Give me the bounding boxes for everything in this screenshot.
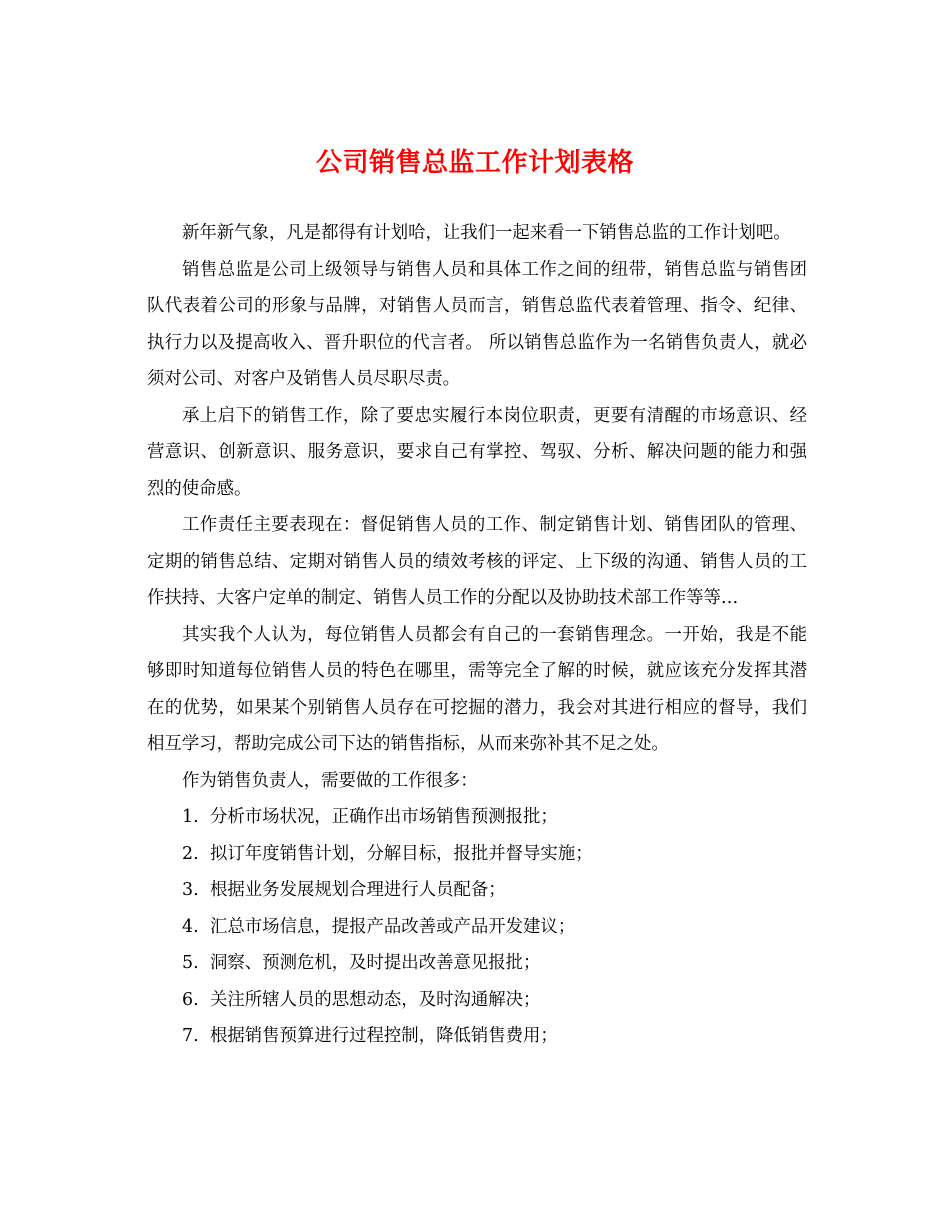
- list-item-text: 根据业务发展规划合理进行人员配备；: [210, 880, 506, 900]
- list-item-text: 分析市场状况，正确作出市场销售预测报批；: [210, 807, 558, 827]
- list-item: [147, 982, 807, 1019]
- list-item: [147, 799, 807, 836]
- list-item: [147, 909, 807, 946]
- list-item-text: 拟订年度销售计划，分解目标，报批并督导实施；: [210, 843, 593, 864]
- task-list: [147, 799, 807, 1055]
- document-title: 公司销售总监工作计划表格: [315, 148, 634, 178]
- paragraph-intro: 新年新气象，凡是都得有计划哈，让我们一起来看一下销售总监的工作计划吧。: [182, 223, 791, 243]
- paragraph-opinion: 其实我个人认为，每位销售人员都会有自己的一套销售理念。一开始，我是不能够即时知道每位销售人员的特色在哪里，需等完全了解的时候，就应该充分发挥其潜在的优势，如果某个别销售人员存在可挖掘的潜力，我会对其进行相应的督导，我们相互学习，帮助完成公司下达的销售指标，从而来弥补其不足之处。: [147, 624, 807, 754]
- list-item-text: 汇总市场信息，提报产品改善或产品开发建议；: [210, 916, 576, 937]
- paragraph-role: 销售总监是公司上级领导与销售人员和具体工作之间的纽带，销售总监与销售团队代表着公司的形象与品牌，对销售人员而言，销售总监代表着管理、指令、纪律、执行力以及提高收入、晋升职位的代言者。 所以销售总监作为一名销售负责人，就必须对公司、对客户及销售人员尽职尽责。: [147, 259, 807, 389]
- paragraph-duty: 承上启下的销售工作，除了要忠实履行本岗位职责，更要有清醒的市场意识、经营意识、创新意识、服务意识，要求自己有掌控、驾驭、分析、解决问题的能力和强烈的使命感。: [147, 405, 807, 499]
- list-item-number: 1.: [182, 807, 199, 827]
- list-item: [147, 836, 807, 873]
- list-item: [147, 945, 807, 982]
- list-item: [147, 872, 807, 909]
- list-item-text: 根据销售预算进行过程控制，降低销售费用；: [210, 1026, 558, 1046]
- list-item-text: 洞察、预测危机，及时提出改善意见报批；: [210, 953, 541, 973]
- list-item-number: 6.: [182, 989, 199, 1010]
- list-item-number: 4.: [182, 916, 199, 937]
- list-item-number: 2.: [182, 843, 199, 864]
- list-item-number: 5.: [182, 953, 199, 973]
- list-item: [147, 1018, 807, 1055]
- document-body: [147, 215, 807, 1055]
- paragraph-responsibilities: 工作责任主要表现在：督促销售人员的工作、制定销售计划、销售团队的管理、定期的销售总结、定期对销售人员的绩效考核的评定、上下级的沟通、销售人员的工作扶持、大客户定单的制定、销售人员工作的分配以及协助技术部工作等等…: [147, 515, 807, 608]
- list-item-number: 3.: [182, 880, 199, 900]
- list-item-text: 关注所辖人员的思想动态，及时沟通解决；: [210, 989, 541, 1010]
- list-item-number: 7.: [182, 1026, 199, 1046]
- paragraph-list-lead: 作为销售负责人，需要做的工作很多：: [182, 770, 478, 791]
